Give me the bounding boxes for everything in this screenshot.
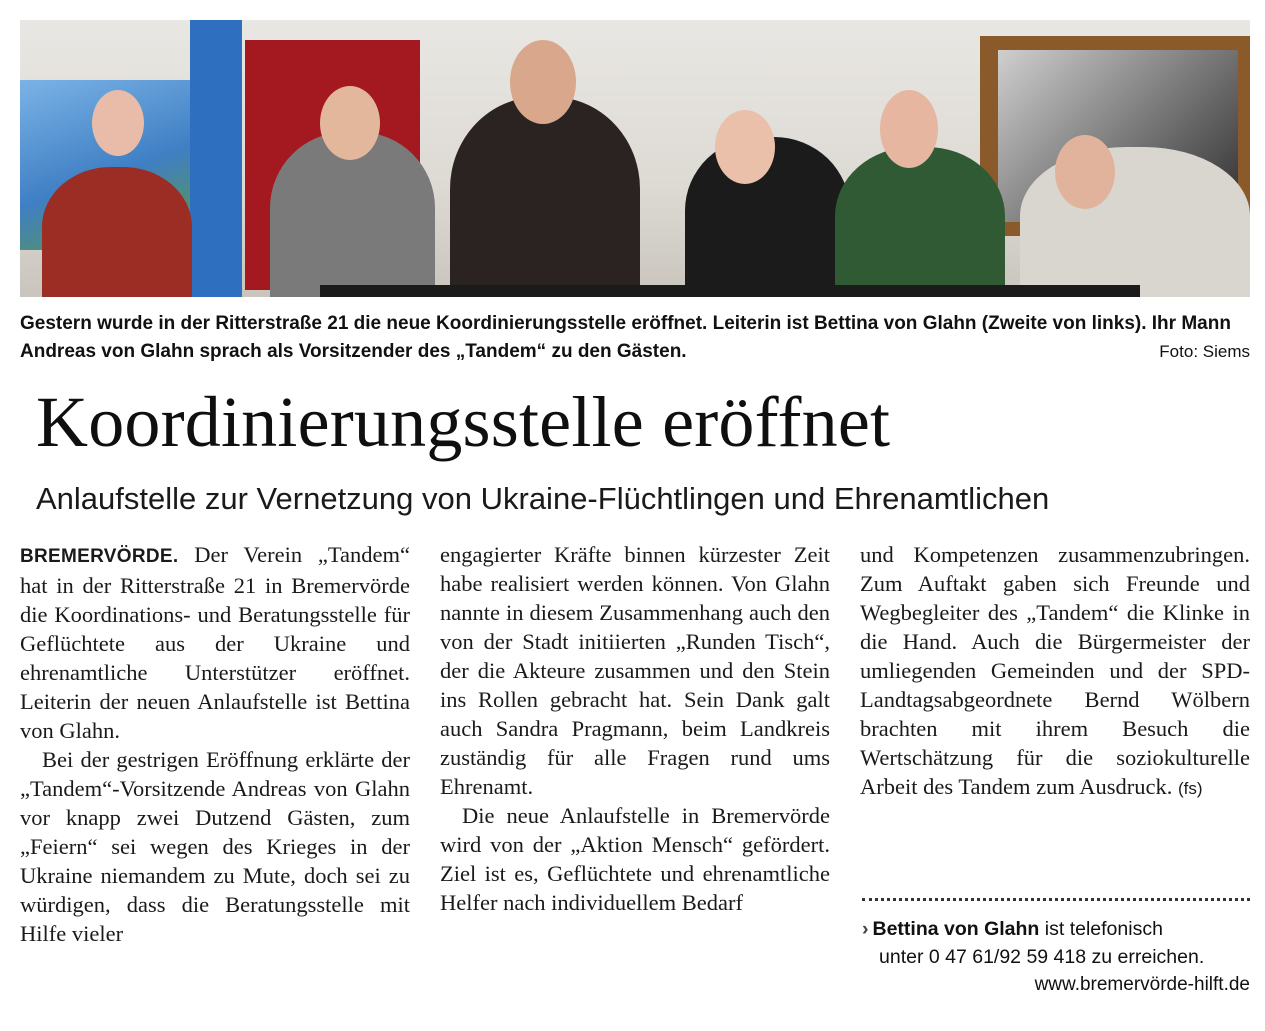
photo-head-4 bbox=[715, 110, 775, 184]
paragraph-2: Bei der gestrigen Eröffnung erklärte der „Tandem“-Vorsitzende Andreas von Glahn vor knapp zwei Dutzend Gästen, zum „Feiern“ sei wegen des Krieges in der Ukraine niemandem zu Mute, doch sei zu würdigen, dass die Beratungsstelle mit Hilfe vieler bbox=[20, 747, 410, 946]
article-photo bbox=[20, 20, 1250, 297]
paragraph-1 bbox=[20, 540, 410, 745]
info-divider bbox=[862, 898, 1250, 901]
contact-info-box bbox=[862, 915, 1250, 999]
photo-head-5 bbox=[880, 90, 938, 168]
contact-website-link[interactable]: www.bremervörde-hilft.de bbox=[1034, 974, 1250, 995]
photo-credit: Foto: Siems bbox=[1159, 342, 1250, 361]
author-initials: (fs) bbox=[1177, 779, 1203, 798]
photo-blue-wall bbox=[190, 20, 242, 297]
contact-line-1 bbox=[862, 915, 1250, 943]
contact-text-1: ist telefonisch bbox=[1039, 918, 1163, 940]
article-column-3 bbox=[860, 540, 1250, 803]
photo-head-6 bbox=[1055, 135, 1115, 209]
caption-text-2: eröffnet. Leiterin ist Bettina von Glahn (Zweite von links). Ihr Mann Andreas von Glahn sprach als Vorsitzender des „Tandem“ zu den Gästen. bbox=[20, 313, 1231, 362]
chevron-right-icon: › bbox=[862, 918, 869, 940]
dateline: BREMERVÖRDE. bbox=[20, 546, 179, 567]
article-column-2 bbox=[440, 540, 830, 917]
article-headline: Koordinierungsstelle eröffnet bbox=[36, 382, 891, 462]
paragraph-1-text: Der Verein „Tandem“ hat in der Ritterstraße 21 in Bremervörde die Koordinations- und Beratungsstelle für Geflüchtete aus der Ukraine und ehrenamtliche Unterstützer eröffnet. Leiterin der neuen Anlaufstelle ist Bettina von Glahn. bbox=[20, 542, 410, 743]
article-column-1 bbox=[20, 540, 410, 948]
contact-name: Bettina von Glahn bbox=[872, 918, 1040, 940]
paragraph-4: Die neue Anlaufstelle in Bremervörde wird von der „Aktion Mensch“ gefördert. Ziel ist es, Geflüchtete und ehrenamtliche Helfer nach individuellem Bedarf bbox=[440, 803, 830, 915]
paragraph-5 bbox=[860, 540, 1250, 803]
photo-head-1 bbox=[92, 90, 144, 156]
photo-head-2 bbox=[320, 86, 380, 160]
paragraph-5-text: und Kompetenzen zusammenzubringen. Zum Auftakt gaben sich Freunde und Wegbegleiter des „Tandem“ die Klinke in die Hand. Auch die Bürgermeister der umliegenden Gemeinden und der SPD-Landtagsabgeordnete Bernd Wölbern brachten mit ihrem Besuch die Wertschätzung für die soziokulturelle Arbeit des Tandem zum Ausdruck. bbox=[860, 542, 1250, 799]
photo-person-1 bbox=[42, 167, 192, 297]
caption-text-1: Gestern wurde in der Ritterstraße 21 die bbox=[20, 313, 387, 334]
photo-table bbox=[320, 285, 1140, 297]
photo-person-3 bbox=[450, 97, 640, 297]
photo-head-3 bbox=[510, 40, 576, 124]
article-subheadline: Anlaufstelle zur Vernetzung von Ukraine-Flüchtlingen und Ehrenamtlichen bbox=[36, 481, 1050, 516]
photo-caption bbox=[20, 310, 1250, 366]
caption-highlight: neue Koordinierungsstelle bbox=[386, 313, 627, 334]
photo-person-5 bbox=[835, 147, 1005, 297]
contact-phone-line: unter 0 47 61/92 59 418 zu erreichen. bbox=[879, 946, 1205, 968]
paragraph-3: engagierter Kräfte binnen kürzester Zeit habe realisiert werden können. Von Glahn nannte in diesem Zusammenhang auch den von der Stadt initiierten „Runden Tisch“, der die Akteure zusammen und den Stein ins Rollen gebracht hat. Sein Dank galt auch Sandra Pragmann, beim Landkreis zuständig für alle Fragen rund ums Ehrenamt. bbox=[440, 542, 830, 799]
